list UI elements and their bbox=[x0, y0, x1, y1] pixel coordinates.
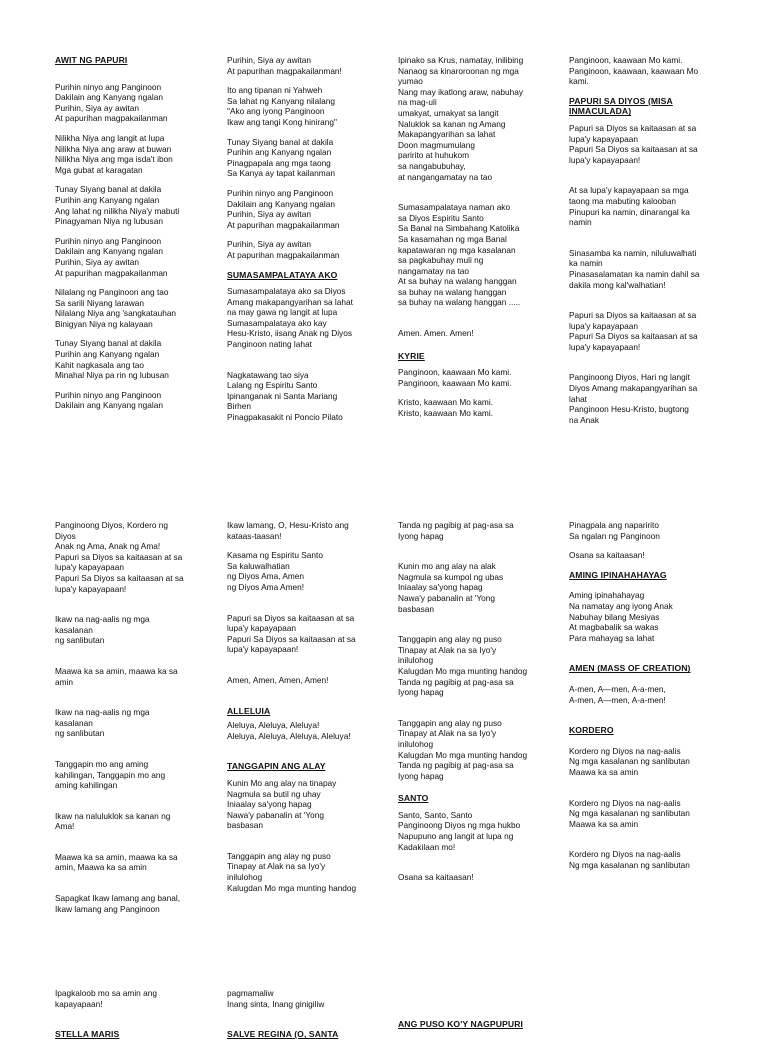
lyric-stanza: Ipagkaloob mo sa amin ang kapayapaan! bbox=[55, 988, 157, 1009]
lyric-stanza: Nagkatawang tao siya Lalang ng Espiritu Santo Ipinanganak ni Santa Mariang Birhen Pinagpakasakit ni Poncio Pilato bbox=[227, 369, 343, 423]
lyric-stanza: Tanda ng pagibig at pag-asa sa Iyong hapag bbox=[398, 520, 514, 541]
lyric-stanza: Purihin ninyo ang Panginoon Dakilain ang Kanyang ngalan Purihin, Siya ay awitan At papurihan magpakailanman bbox=[227, 187, 340, 230]
song-title: SANTO bbox=[398, 793, 429, 804]
lyric-stanza: Osana sa kaitaasan! bbox=[398, 872, 474, 883]
page2-column-3 bbox=[398, 520, 556, 892]
song-title: AMEN (MASS OF CREATION) bbox=[569, 663, 691, 674]
lyric-stanza: Panginoon, kaawaan Mo kami. Panginoon, kaawaan Mo kami. bbox=[398, 367, 512, 388]
page2-column-2 bbox=[227, 520, 385, 902]
lyric-stanza: Tanggapin ang alay ng puso Tinapay at Alak na sa Iyo'y inilulohog Kalugdan Mo mga munting handog bbox=[227, 850, 357, 893]
lyric-stanza: Nilikha Niya ang langit at lupa Nilikha Niya ang araw at buwan Nilikha Niya ang mga isda't ibon Mga gubat at karagatan bbox=[55, 132, 173, 175]
lyric-stanza: Kordero ng Diyos na nag-aalis Ng mga kasalanan ng sanlibutan bbox=[569, 849, 690, 870]
lyric-stanza: Maawa ka sa amin, maawa ka sa amin bbox=[55, 665, 178, 687]
lyric-stanza: Papuri sa Diyos sa kaitaasan at sa lupa'y kapayapaan Papuri Sa Diyos sa kaitaasan at sa lupa'y kapayapaan! bbox=[569, 122, 698, 165]
song-title: ALLELUIA bbox=[227, 705, 271, 716]
song-title: SALVE REGINA (O, SANTA bbox=[227, 1029, 339, 1040]
page1-column-3 bbox=[398, 55, 556, 428]
lyric-stanza: Tanggapin ang alay ng puso Tinapay at Alak na sa Iyo'y inilulohog Kalugdan Mo mga munting handog Tanda ng pagibig at pag-asa sa Iyong hapag bbox=[398, 634, 528, 698]
lyric-stanza: Santo, Santo, Santo Panginoong Diyos ng mga hukbo Napupuno ang langit at lupa ng Kadakilaan mo! bbox=[398, 809, 521, 852]
lyric-stanza: Osana sa kaitaasan! bbox=[569, 550, 645, 561]
page2-column-4 bbox=[569, 520, 727, 879]
lyric-stanza: Tunay Siyang banal at dakila Purihin ang Kanyang ngalan Kahit nagkasala ang tao Minahal Niya pa rin ng lubusan bbox=[55, 338, 169, 381]
lyric-stanza: Pinagpala ang naparirito Sa ngalan ng Panginoon bbox=[569, 520, 660, 541]
lyric-stanza: Ito ang tipanan ni Yahweh Sa lahat ng Kanyang nilalang "Ako ang iyong Panginoon Ikaw ang tangi Kong hinirang" bbox=[227, 85, 337, 127]
song-title: SUMASAMPALATAYA AKO bbox=[227, 269, 338, 280]
lyric-stanza: Tunay Siyang banal at dakila Purihin ang Kanyang ngalan Pinagpapala ang mga taong Sa Kanya ay tapat kailanman bbox=[227, 136, 335, 179]
song-title: ANG PUSO KO'Y NAGPUPURI bbox=[398, 1019, 523, 1029]
lyric-stanza: Purihin, Siya ay awitan At papurihan magpakailanman! bbox=[227, 55, 342, 76]
lyric-stanza: Kunin Mo ang alay na tinapay Nagmula sa butil ng uhay Iniaalay sa'yong hapag Nawa'y pabanalin at 'Yong basbasan bbox=[227, 777, 337, 831]
lyric-stanza: Ikaw lamang, O, Hesu-Kristo ang kataas-taasan! bbox=[227, 520, 349, 541]
lyric-stanza: A-men, A—men, A-a-men, A-men, A—men, A-a-men! bbox=[569, 683, 666, 705]
lyric-stanza: Nilalang ng Panginoon ang tao Sa sarili Niyang larawan Nilalang Niya ang 'sangkatauhan Binigyan Niya ng kalayaan bbox=[55, 287, 177, 329]
song-title: PAPURI SA DIYOS (MISA INMACULADA) bbox=[569, 95, 673, 117]
lyric-stanza: Maawa ka sa amin, maawa ka sa amin, Maawa ka sa amin bbox=[55, 851, 178, 873]
lyric-stanza: Sapagkat Ikaw lamang ang banal, Ikaw lamang ang Panginoon bbox=[55, 893, 181, 914]
lyric-stanza: Ikaw na nag-aalis ng mga kasalanan ng sanlibutan bbox=[55, 707, 150, 739]
song-title: KYRIE bbox=[398, 350, 425, 361]
song-title: AMING IPINAHAHAYAG bbox=[569, 569, 667, 580]
lyric-stanza: Purihin ninyo ang Panginoon Dakilain ang Kanyang ngalan bbox=[55, 389, 163, 411]
lyric-stanza: Sumasampalataya ako sa Diyos Amang makapangyarihan sa lahat na may gawa ng langit at lupa Sumasampalataya ako kay Hesu-Kristo, iisang Anak ng Diyos Panginoon nating lahat bbox=[227, 286, 353, 350]
song-title: STELLA MARIS bbox=[55, 1029, 120, 1040]
lyric-stanza: Purihin, Siya ay awitan At papurihan magpakailanman bbox=[227, 239, 340, 260]
lyric-stanza: Panginoong Diyos, Kordero ng Diyos Anak ng Ama, Anak ng Ama! Papuri sa Diyos sa kaitaasan at sa lupa'y kapayapaan Papuri Sa Diyos sa kaitaasan at sa lupa'y kapayapaan! bbox=[55, 520, 184, 594]
lyric-stanza: Sumasampalataya naman ako sa Diyos Espiritu Santo Sa Banal na Simbahang Katolika Sa kasamahan ng mga Banal kapatawaran ng mga kasalanan sa pagkabuhay muli ng nangamatay na tao At sa buhay na walang hanggan sa buhay na walang hanggan sa buhay na walang hanggan ..... bbox=[398, 202, 521, 308]
lyric-stanza: Kordero ng Diyos na nag-aalis Ng mga kasalanan ng sanlibutan Maawa ka sa amin bbox=[569, 797, 690, 829]
lyric-stanza: Kristo, kaawaan Mo kami. Kristo, kaawaan Mo kami. bbox=[398, 397, 493, 419]
lyric-stanza: Panginoong Diyos, Hari ng langit Diyos Amang makapangyarihan sa lahat Panginoon Hesu-Kristo, bugtong na Anak bbox=[569, 372, 698, 425]
lyric-stanza: Kordero ng Diyos na nag-aalis Ng mga kasalanan ng sanlibutan Maawa ka sa amin bbox=[569, 745, 690, 777]
lyric-stanza: Kasama ng Espiritu Santo Sa kaluwalhatian ng Diyos Ama, Amen ng Diyos Ama Amen! bbox=[227, 550, 323, 592]
page3-column-1 bbox=[55, 988, 213, 1044]
lyric-stanza: Ikaw na naluluklok sa kanan ng Ama! bbox=[55, 810, 171, 832]
lyric-stanza: Tanggapin mo ang aming kahilingan, Tanggapin mo ang aming kahilingan bbox=[55, 758, 166, 791]
lyric-stanza: Amen, Amen, Amen, Amen! bbox=[227, 674, 329, 685]
lyric-stanza: Purihin ninyo ang Panginoon Dakilain ang Kanyang ngalan Purihin, Siya ay awitan At papurihan magpakailanman bbox=[55, 235, 168, 278]
lyric-stanza: Amen. Amen. Amen! bbox=[398, 328, 474, 339]
lyric-stanza: Papuri sa Diyos sa kaitaasan at sa lupa'y kapayapaan Papuri Sa Diyos sa kaitaasan at sa lupa'y kapayapaan! bbox=[227, 612, 356, 655]
lyric-stanza: Ikaw na nag-aalis ng mga kasalanan ng sanlibutan bbox=[55, 614, 150, 646]
page2-column-1 bbox=[55, 520, 213, 923]
lyric-stanza: Tunay Siyang banal at dakila Purihin ang Kanyang ngalan Ang lahat ng nilikha Niya'y mabuti Pinagyaman Niya ng lubusan bbox=[55, 184, 180, 227]
song-title: KORDERO bbox=[569, 725, 614, 736]
lyric-stanza: Tanggapin ang alay ng puso Tinapay at Alak na sa Iyo'y inilulohog Kalugdan Mo mga munting handog Tanda ng pagibig at pag-asa sa Iyong hapag bbox=[398, 717, 528, 781]
song-title: TANGGAPIN ANG ALAY bbox=[227, 761, 326, 772]
lyric-stanza: Panginoon, kaawaan Mo kami. Panginoon, kaawaan, kaawaan Mo kami. bbox=[569, 55, 699, 87]
lyric-stanza: Ipinako sa Krus, namatay, inilibing Nanaog sa kinaroroonan ng mga yumao Nang may ikatlong araw, nabuhay na mag-uli umakyat, umakyat sa langit Naluklok sa kanan ng Amang Makapangyarihan sa lahat Doon magmumulang paririto at huhukom sa nangabubuhay, at nangangamatay na tao bbox=[398, 55, 524, 182]
page1-column-2 bbox=[227, 55, 385, 432]
lyric-stanza: At sa lupa'y kapayapaan sa mga taong ma mabuting kalooban Pinupuri ka namin, dinarangal ka namin bbox=[569, 185, 690, 228]
page3-column-3 bbox=[398, 1019, 556, 1034]
song-title: AWIT NG PAPURI bbox=[55, 55, 128, 65]
page1-column-1 bbox=[55, 55, 213, 420]
page3-column-2 bbox=[227, 988, 385, 1044]
page1-column-4 bbox=[569, 55, 727, 434]
lyric-stanza: pagmamaliw Inang sinta, Inang ginigiliw bbox=[227, 988, 325, 1009]
lyric-stanza: Aleluya, Aleluya, Aleluya! Aleluya, Aleluya, Aleluya, Aleluya! bbox=[227, 720, 351, 741]
lyric-stanza: Kunin mo ang alay na alak Nagmula sa kumpol ng ubas Iniaalay sa'yong hapag Nawa'y pabanalin at 'Yong basbasan bbox=[398, 561, 504, 614]
lyric-stanza: Purihin ninyo ang Panginoon Dakilain ang Kanyang ngalan Purihin, Siya ay awitan At papurihan magpakailanman bbox=[55, 81, 168, 124]
lyric-stanza: Sinasamba ka namin, niluluwalhati ka namin Pinasasalamatan ka namin dahil sa dakila mong kal'walhatian! bbox=[569, 247, 700, 290]
lyric-stanza: Papuri sa Diyos sa kaitaasan at sa lupa'y kapayapaan Papuri Sa Diyos sa kaitaasan at sa lupa'y kapayapaan! bbox=[569, 310, 698, 352]
lyric-stanza: Aming ipinahahayag Na namatay ang iyong Anak Nabuhay bilang Mesiyas At magbabalik sa wakas Para mahayag sa lahat bbox=[569, 590, 673, 643]
